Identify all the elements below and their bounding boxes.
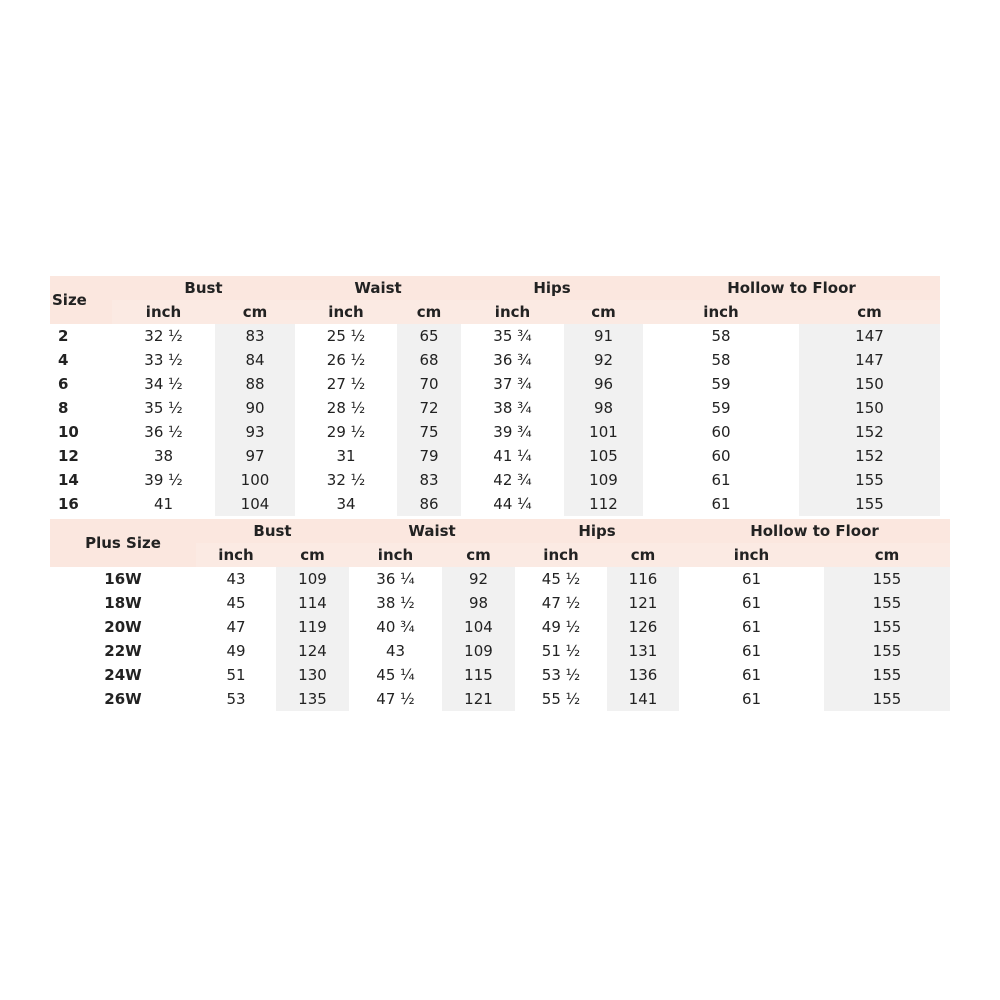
measurement-cell: 41 ¼ (461, 444, 564, 468)
unit-header: inch (643, 300, 799, 324)
unit-header: cm (276, 543, 349, 567)
measurement-cell: 119 (276, 615, 349, 639)
measurement-cell: 41 (112, 492, 215, 516)
table-row (50, 663, 950, 687)
measurement-cell: 131 (607, 639, 679, 663)
hollow-to-floor-group-header: Hollow to Floor (679, 519, 950, 543)
measurement-cell: 40 ¾ (349, 615, 442, 639)
measurement-cell: 47 ½ (349, 687, 442, 711)
measurement-cell: 60 (643, 444, 799, 468)
unit-header: cm (824, 543, 950, 567)
size-cell: 24W (50, 663, 196, 687)
plus-group-header-row (50, 519, 950, 543)
measurement-cell: 49 ½ (515, 615, 607, 639)
size-cell: 14 (50, 468, 112, 492)
measurement-cell: 86 (397, 492, 461, 516)
measurement-cell: 90 (215, 396, 295, 420)
measurement-cell: 96 (564, 372, 643, 396)
measurement-cell: 109 (564, 468, 643, 492)
measurement-cell: 147 (799, 348, 940, 372)
plus-size-chart (50, 519, 950, 711)
measurement-cell: 61 (643, 468, 799, 492)
measurement-cell: 25 ½ (295, 324, 397, 348)
size-cell: 16 (50, 492, 112, 516)
measurement-cell: 38 ¾ (461, 396, 564, 420)
measurement-cell: 155 (824, 663, 950, 687)
unit-header: inch (295, 300, 397, 324)
size-cell: 12 (50, 444, 112, 468)
measurement-cell: 84 (215, 348, 295, 372)
measurement-cell: 37 ¾ (461, 372, 564, 396)
measurement-cell: 38 (112, 444, 215, 468)
table-row (50, 615, 950, 639)
measurement-cell: 130 (276, 663, 349, 687)
measurement-cell: 58 (643, 348, 799, 372)
table-row (50, 567, 950, 591)
measurement-cell: 42 ¾ (461, 468, 564, 492)
bust-group-header: Bust (112, 276, 295, 300)
measurement-cell: 45 ½ (515, 567, 607, 591)
measurement-cell: 109 (276, 567, 349, 591)
hollow-to-floor-group-header: Hollow to Floor (643, 276, 940, 300)
measurement-cell: 104 (215, 492, 295, 516)
size-cell: 10 (50, 420, 112, 444)
measurement-cell: 61 (679, 687, 824, 711)
measurement-cell: 59 (643, 396, 799, 420)
measurement-cell: 27 ½ (295, 372, 397, 396)
measurement-cell: 45 (196, 591, 276, 615)
measurement-cell: 155 (824, 615, 950, 639)
table-row (50, 372, 940, 396)
plus-size-column-header: Plus Size (50, 519, 196, 567)
measurement-cell: 61 (679, 615, 824, 639)
measurement-cell: 72 (397, 396, 461, 420)
measurement-cell: 45 ¼ (349, 663, 442, 687)
measurement-cell: 152 (799, 444, 940, 468)
measurement-cell: 61 (679, 663, 824, 687)
unit-header: cm (215, 300, 295, 324)
unit-header: cm (799, 300, 940, 324)
waist-group-header: Waist (349, 519, 515, 543)
measurement-cell: 92 (564, 348, 643, 372)
measurement-cell: 32 ½ (295, 468, 397, 492)
size-cell: 18W (50, 591, 196, 615)
measurement-cell: 36 ¾ (461, 348, 564, 372)
measurement-cell: 155 (824, 687, 950, 711)
table-row (50, 396, 940, 420)
measurement-cell: 155 (824, 639, 950, 663)
measurement-cell: 105 (564, 444, 643, 468)
measurement-cell: 34 ½ (112, 372, 215, 396)
measurement-cell: 98 (442, 591, 515, 615)
measurement-cell: 109 (442, 639, 515, 663)
measurement-cell: 61 (679, 591, 824, 615)
measurement-cell: 141 (607, 687, 679, 711)
measurement-cell: 121 (442, 687, 515, 711)
hips-group-header: Hips (515, 519, 679, 543)
measurement-cell: 150 (799, 396, 940, 420)
measurement-cell: 59 (643, 372, 799, 396)
standard-unit-header-row (50, 300, 940, 324)
table-row (50, 687, 950, 711)
hips-group-header: Hips (461, 276, 643, 300)
measurement-cell: 47 ½ (515, 591, 607, 615)
measurement-cell: 55 ½ (515, 687, 607, 711)
measurement-cell: 53 (196, 687, 276, 711)
measurement-cell: 61 (679, 567, 824, 591)
measurement-cell: 116 (607, 567, 679, 591)
size-cell: 16W (50, 567, 196, 591)
table-row (50, 591, 950, 615)
standard-group-header-row (50, 276, 940, 300)
measurement-cell: 121 (607, 591, 679, 615)
measurement-cell: 101 (564, 420, 643, 444)
unit-header: inch (196, 543, 276, 567)
measurement-cell: 150 (799, 372, 940, 396)
table-row (50, 468, 940, 492)
measurement-cell: 115 (442, 663, 515, 687)
measurement-cell: 43 (349, 639, 442, 663)
measurement-cell: 155 (824, 591, 950, 615)
standard-size-chart (50, 276, 940, 516)
measurement-cell: 39 ½ (112, 468, 215, 492)
unit-header: cm (607, 543, 679, 567)
measurement-cell: 65 (397, 324, 461, 348)
table-row (50, 639, 950, 663)
measurement-cell: 93 (215, 420, 295, 444)
bust-group-header: Bust (196, 519, 349, 543)
measurement-cell: 75 (397, 420, 461, 444)
measurement-cell: 68 (397, 348, 461, 372)
measurement-cell: 39 ¾ (461, 420, 564, 444)
unit-header: inch (461, 300, 564, 324)
measurement-cell: 31 (295, 444, 397, 468)
measurement-cell: 36 ½ (112, 420, 215, 444)
measurement-cell: 35 ¾ (461, 324, 564, 348)
table-row (50, 348, 940, 372)
measurement-cell: 83 (215, 324, 295, 348)
size-cell: 20W (50, 615, 196, 639)
measurement-cell: 36 ¼ (349, 567, 442, 591)
table-row (50, 444, 940, 468)
measurement-cell: 112 (564, 492, 643, 516)
measurement-cell: 92 (442, 567, 515, 591)
size-cell: 8 (50, 396, 112, 420)
measurement-cell: 155 (799, 492, 940, 516)
measurement-cell: 61 (679, 639, 824, 663)
unit-header: cm (397, 300, 461, 324)
measurement-cell: 53 ½ (515, 663, 607, 687)
unit-header: inch (112, 300, 215, 324)
size-cell: 4 (50, 348, 112, 372)
unit-header: cm (564, 300, 643, 324)
measurement-cell: 147 (799, 324, 940, 348)
measurement-cell: 114 (276, 591, 349, 615)
measurement-cell: 88 (215, 372, 295, 396)
measurement-cell: 51 (196, 663, 276, 687)
measurement-cell: 155 (799, 468, 940, 492)
measurement-cell: 91 (564, 324, 643, 348)
table-row (50, 492, 940, 516)
measurement-cell: 44 ¼ (461, 492, 564, 516)
measurement-cell: 79 (397, 444, 461, 468)
measurement-cell: 104 (442, 615, 515, 639)
size-cell: 22W (50, 639, 196, 663)
unit-header: inch (515, 543, 607, 567)
measurement-cell: 60 (643, 420, 799, 444)
measurement-cell: 97 (215, 444, 295, 468)
measurement-cell: 152 (799, 420, 940, 444)
measurement-cell: 49 (196, 639, 276, 663)
measurement-cell: 51 ½ (515, 639, 607, 663)
measurement-cell: 28 ½ (295, 396, 397, 420)
size-cell: 26W (50, 687, 196, 711)
measurement-cell: 126 (607, 615, 679, 639)
measurement-cell: 35 ½ (112, 396, 215, 420)
measurement-cell: 58 (643, 324, 799, 348)
measurement-cell: 61 (643, 492, 799, 516)
table-row (50, 420, 940, 444)
size-column-header: Size (50, 276, 112, 324)
table-row (50, 324, 940, 348)
measurement-cell: 29 ½ (295, 420, 397, 444)
measurement-cell: 26 ½ (295, 348, 397, 372)
measurement-cell: 136 (607, 663, 679, 687)
unit-header: inch (679, 543, 824, 567)
measurement-cell: 38 ½ (349, 591, 442, 615)
size-cell: 6 (50, 372, 112, 396)
measurement-cell: 135 (276, 687, 349, 711)
measurement-cell: 70 (397, 372, 461, 396)
measurement-cell: 155 (824, 567, 950, 591)
size-cell: 2 (50, 324, 112, 348)
measurement-cell: 47 (196, 615, 276, 639)
measurement-cell: 43 (196, 567, 276, 591)
measurement-cell: 124 (276, 639, 349, 663)
measurement-cell: 83 (397, 468, 461, 492)
unit-header: inch (349, 543, 442, 567)
waist-group-header: Waist (295, 276, 461, 300)
measurement-cell: 100 (215, 468, 295, 492)
measurement-cell: 34 (295, 492, 397, 516)
measurement-cell: 32 ½ (112, 324, 215, 348)
measurement-cell: 33 ½ (112, 348, 215, 372)
unit-header: cm (442, 543, 515, 567)
measurement-cell: 98 (564, 396, 643, 420)
